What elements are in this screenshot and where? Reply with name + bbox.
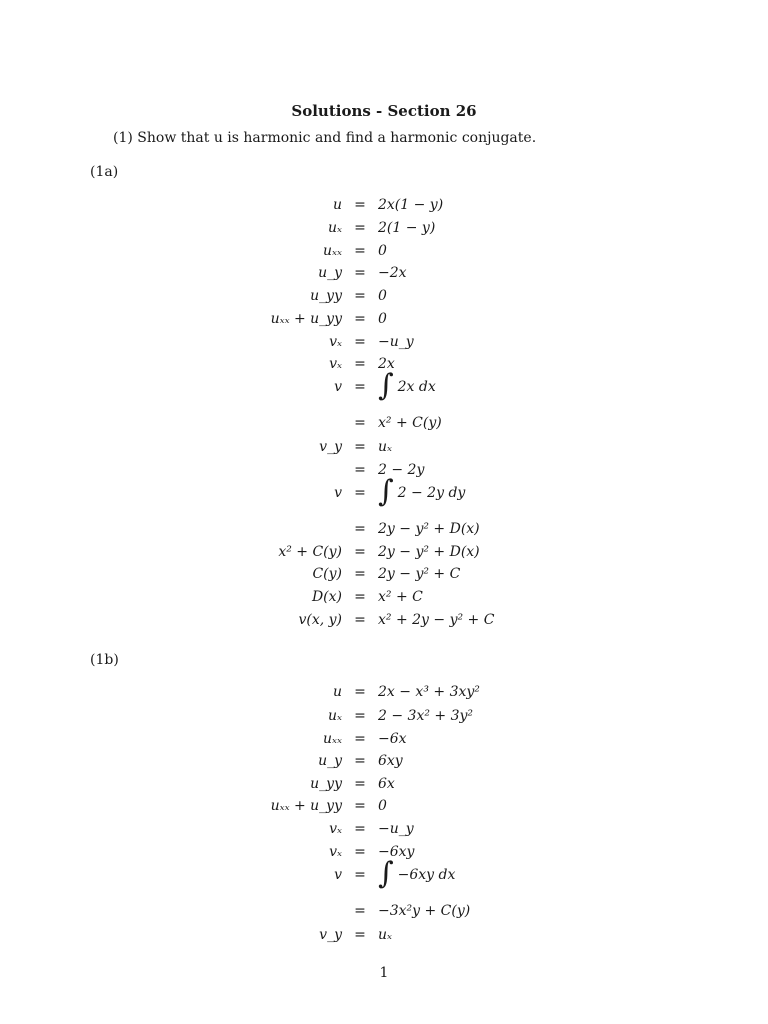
equation-lhs: x² + C(y) bbox=[278, 544, 342, 560]
equals-sign: = bbox=[354, 462, 366, 478]
equation-rhs: −2x bbox=[378, 265, 407, 281]
equation-row bbox=[0, 518, 768, 540]
equals-sign: = bbox=[354, 589, 366, 605]
equation-rhs: 2(1 − y) bbox=[378, 220, 436, 236]
equation-row bbox=[0, 474, 768, 509]
equals-sign: = bbox=[354, 731, 366, 747]
equation-lhs: uₓₓ + u_yy bbox=[270, 311, 342, 327]
equals-sign: = bbox=[354, 439, 366, 455]
equals-sign: = bbox=[354, 566, 366, 582]
equation-row bbox=[0, 308, 768, 330]
equation-lhs: D(x) bbox=[311, 589, 342, 605]
equals-sign: = bbox=[354, 521, 366, 537]
problem-statement: (1) Show that u is harmonic and find a harmonic conjugate. bbox=[113, 130, 537, 146]
equation-row bbox=[0, 681, 768, 703]
equation-lhs: v_y bbox=[319, 439, 342, 455]
equation-rhs: 2 − 2y bbox=[378, 462, 425, 478]
equation-row bbox=[0, 217, 768, 239]
equation-lhs: vₓ bbox=[329, 821, 342, 837]
equals-sign: = bbox=[354, 798, 366, 814]
equation-row bbox=[0, 795, 768, 817]
equation-rhs: −6x bbox=[378, 731, 407, 747]
equation-rhs: uₓ bbox=[378, 927, 392, 943]
equation-row bbox=[0, 285, 768, 307]
equation-row bbox=[0, 924, 768, 946]
equation-row bbox=[0, 541, 768, 563]
equation-row bbox=[0, 240, 768, 262]
integral-sign-icon: ∫ bbox=[378, 474, 394, 509]
equals-sign: = bbox=[354, 684, 366, 700]
equation-row bbox=[0, 773, 768, 795]
equation-lhs: vₓ bbox=[329, 844, 342, 860]
equation-rhs: 0 bbox=[378, 798, 387, 814]
equals-sign: = bbox=[354, 197, 366, 213]
equals-sign: = bbox=[354, 334, 366, 350]
equation-rhs: 0 bbox=[378, 288, 387, 304]
part-label-1b: (1b) bbox=[90, 652, 119, 668]
equation-row bbox=[0, 728, 768, 750]
equation-lhs: uₓ bbox=[328, 708, 342, 724]
equals-sign: = bbox=[354, 753, 366, 769]
integral-sign-icon: ∫ bbox=[378, 856, 394, 891]
part-label-1a: (1a) bbox=[90, 164, 119, 180]
equation-lhs: u_yy bbox=[310, 288, 342, 304]
equation-row bbox=[0, 436, 768, 458]
equation-lhs: v bbox=[334, 867, 342, 883]
equation-row bbox=[0, 856, 768, 891]
equation-lhs: C(y) bbox=[312, 566, 342, 582]
equation-row bbox=[0, 705, 768, 727]
equation-rhs: x² + C bbox=[378, 589, 423, 605]
equation-lhs: v bbox=[334, 379, 342, 395]
equals-sign: = bbox=[354, 903, 366, 919]
equation-rhs: x² + 2y − y² + C bbox=[378, 612, 495, 628]
integrand: 2 − 2y dy bbox=[397, 485, 466, 501]
equals-sign: = bbox=[354, 485, 366, 501]
equation-rhs: 2x bbox=[378, 356, 395, 372]
equals-sign: = bbox=[354, 821, 366, 837]
equation-lhs: u_y bbox=[318, 265, 342, 281]
equation-lhs: uₓ bbox=[328, 220, 342, 236]
equals-sign: = bbox=[354, 776, 366, 792]
equals-sign: = bbox=[354, 612, 366, 628]
equation-rhs: 0 bbox=[378, 243, 387, 259]
equation-row bbox=[0, 818, 768, 840]
equals-sign: = bbox=[354, 243, 366, 259]
equation-rhs: 6x bbox=[378, 776, 395, 792]
equation-row bbox=[0, 750, 768, 772]
equals-sign: = bbox=[354, 379, 366, 395]
equation-rhs bbox=[378, 474, 466, 509]
equation-rhs: 2y − y² + C bbox=[378, 566, 461, 582]
page-number: 1 bbox=[379, 965, 389, 981]
equation-rhs: 2x(1 − y) bbox=[378, 197, 444, 213]
equation-row bbox=[0, 331, 768, 353]
equation-lhs: v_y bbox=[319, 927, 342, 943]
equation-rhs: 0 bbox=[378, 311, 387, 327]
equation-rhs: −u_y bbox=[378, 821, 414, 837]
equation-lhs: v(x, y) bbox=[298, 612, 342, 628]
integrand: 2x dx bbox=[397, 379, 436, 395]
equals-sign: = bbox=[354, 288, 366, 304]
equation-row bbox=[0, 412, 768, 434]
equals-sign: = bbox=[354, 844, 366, 860]
equation-lhs: vₓ bbox=[329, 356, 342, 372]
equation-rhs: −6xy bbox=[378, 844, 415, 860]
equation-rhs: uₓ bbox=[378, 439, 392, 455]
page-title: Solutions - Section 26 bbox=[291, 102, 477, 120]
equation-row bbox=[0, 194, 768, 216]
equals-sign: = bbox=[354, 927, 366, 943]
equation-rhs: 2x − x³ + 3xy² bbox=[378, 684, 480, 700]
equals-sign: = bbox=[354, 356, 366, 372]
equation-lhs: uₓₓ bbox=[323, 731, 342, 747]
equation-rhs: x² + C(y) bbox=[378, 415, 442, 431]
equation-row bbox=[0, 900, 768, 922]
equation-rhs: 6xy bbox=[378, 753, 403, 769]
equation-row bbox=[0, 563, 768, 585]
equation-lhs: uₓₓ bbox=[323, 243, 342, 259]
integrand: −6xy dx bbox=[397, 867, 456, 883]
equation-lhs: u_yy bbox=[310, 776, 342, 792]
equation-lhs: uₓₓ + u_yy bbox=[270, 798, 342, 814]
equation-rhs: −3x²y + C(y) bbox=[378, 903, 471, 919]
equation-rhs bbox=[378, 368, 436, 403]
equation-row bbox=[0, 368, 768, 403]
equation-rhs: −u_y bbox=[378, 334, 414, 350]
equation-lhs: vₓ bbox=[329, 334, 342, 350]
equals-sign: = bbox=[354, 265, 366, 281]
equation-rhs bbox=[378, 856, 456, 891]
equals-sign: = bbox=[354, 708, 366, 724]
equation-row bbox=[0, 262, 768, 284]
integral-sign-icon: ∫ bbox=[378, 368, 394, 403]
equation-lhs: v bbox=[334, 485, 342, 501]
equation-lhs: u bbox=[332, 197, 342, 213]
equals-sign: = bbox=[354, 867, 366, 883]
equals-sign: = bbox=[354, 220, 366, 236]
equation-rhs: 2y − y² + D(x) bbox=[378, 544, 480, 560]
equals-sign: = bbox=[354, 311, 366, 327]
equation-row bbox=[0, 586, 768, 608]
equation-rhs: 2 − 3x² + 3y² bbox=[378, 708, 474, 724]
equation-lhs: u_y bbox=[318, 753, 342, 769]
equation-rhs: 2y − y² + D(x) bbox=[378, 521, 480, 537]
equals-sign: = bbox=[354, 544, 366, 560]
equals-sign: = bbox=[354, 415, 366, 431]
equation-lhs: u bbox=[332, 684, 342, 700]
equation-row bbox=[0, 609, 768, 631]
